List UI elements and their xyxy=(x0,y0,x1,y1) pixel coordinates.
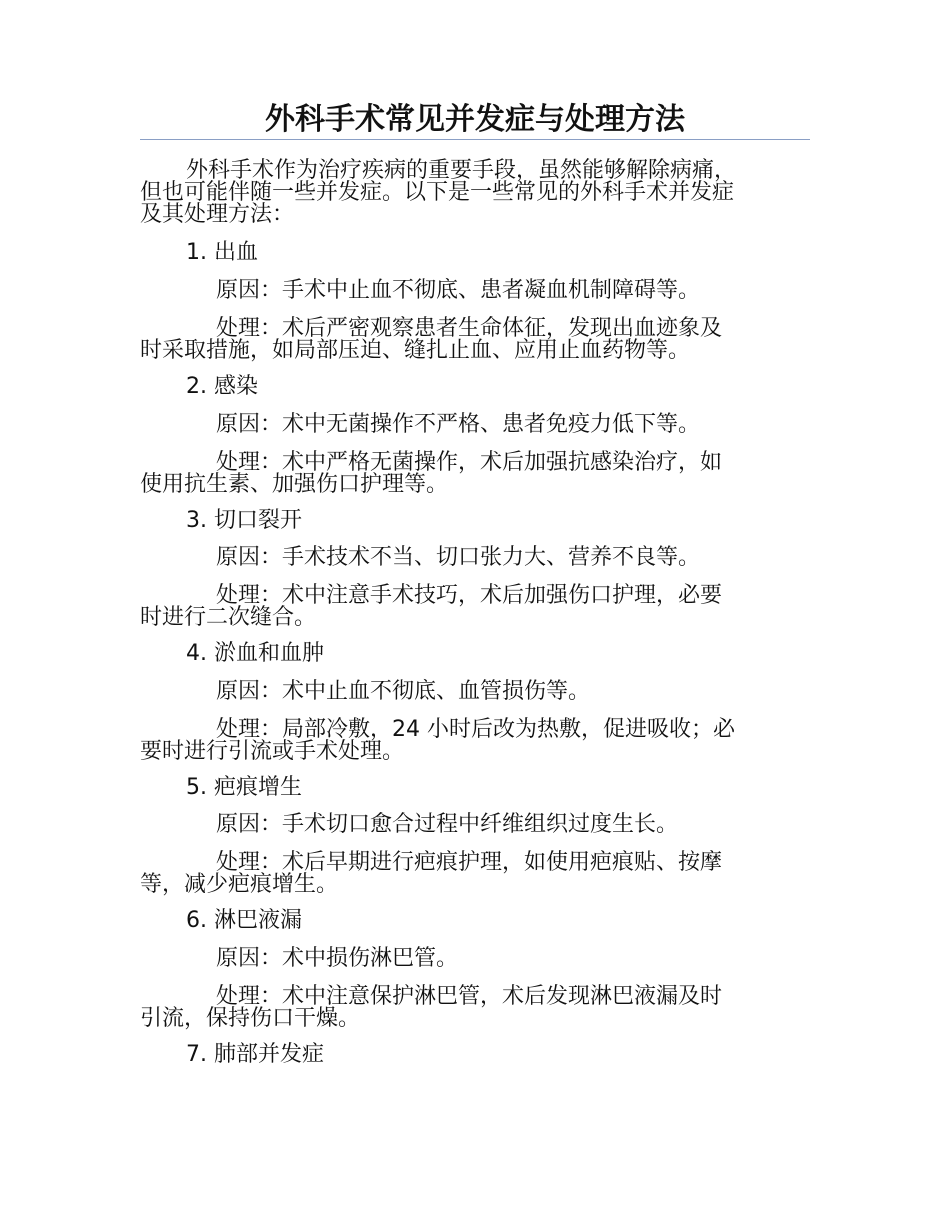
treatment-line: 时采取措施，如局部压迫、缝扎止血、应用止血药物等。 xyxy=(140,338,691,363)
treatment-line: 引流，保持伤口干燥。 xyxy=(140,1006,361,1031)
section-treatment xyxy=(140,452,830,496)
section-cause: 原因：术中止血不彻底、血管损伤等。 xyxy=(216,679,591,704)
section-heading: 4. 淤血和血肿 xyxy=(186,641,324,666)
section-cause: 原因：手术中止血不彻底、患者凝血机制障碍等。 xyxy=(216,278,701,303)
title-underline xyxy=(140,139,810,140)
section-treatment xyxy=(140,318,830,362)
section-treatment xyxy=(140,585,830,629)
intro-line: 但也可能伴随一些并发症。以下是一些常见的外科手术并发症 xyxy=(140,180,735,205)
section-heading: 7. 肺部并发症 xyxy=(186,1042,324,1067)
intro-line: 外科手术作为治疗疾病的重要手段，虽然能够解除病痛， xyxy=(186,158,737,183)
treatment-line: 处理：局部冷敷，24 小时后改为热敷，促进吸收；必 xyxy=(216,717,735,742)
section-heading: 3. 切口裂开 xyxy=(186,508,302,533)
treatment-line: 处理：术后早期进行疤痕护理，如使用疤痕贴、按摩 xyxy=(216,850,723,875)
treatment-line: 使用抗生素、加强伤口护理等。 xyxy=(140,472,449,497)
section-cause: 原因：手术切口愈合过程中纤维组织过度生长。 xyxy=(216,812,679,837)
intro-paragraph xyxy=(140,160,830,226)
section-cause: 原因：术中损伤淋巴管。 xyxy=(216,946,459,971)
treatment-line: 处理：术中严格无菌操作，术后加强抗感染治疗，如 xyxy=(216,450,723,475)
treatment-line: 处理：术后严密观察患者生命体征，发现出血迹象及 xyxy=(216,316,723,341)
section-treatment xyxy=(140,986,830,1030)
section-heading: 2. 感染 xyxy=(186,374,258,399)
treatment-line: 时进行二次缝合。 xyxy=(140,605,317,630)
section-heading: 5. 疤痕增生 xyxy=(186,775,302,800)
section-treatment xyxy=(140,852,830,896)
treatment-line: 要时进行引流或手术处理。 xyxy=(140,739,405,764)
document-title xyxy=(140,100,810,140)
section-heading: 6. 淋巴液漏 xyxy=(186,908,302,933)
section-cause: 原因：术中无菌操作不严格、患者免疫力低下等。 xyxy=(216,412,701,437)
section-heading: 1. 出血 xyxy=(186,240,258,265)
document-title-text: 外科手术常见并发症与处理方法 xyxy=(265,102,685,137)
treatment-line: 处理：术中注意保护淋巴管，术后发现淋巴液漏及时 xyxy=(216,984,723,1009)
treatment-line: 处理：术中注意手术技巧，术后加强伤口护理，必要 xyxy=(216,583,723,608)
section-cause: 原因：手术技术不当、切口张力大、营养不良等。 xyxy=(216,545,701,570)
section-treatment xyxy=(140,719,830,763)
treatment-line: 等，减少疤痕增生。 xyxy=(140,872,339,897)
intro-line: 及其处理方法： xyxy=(140,202,295,227)
